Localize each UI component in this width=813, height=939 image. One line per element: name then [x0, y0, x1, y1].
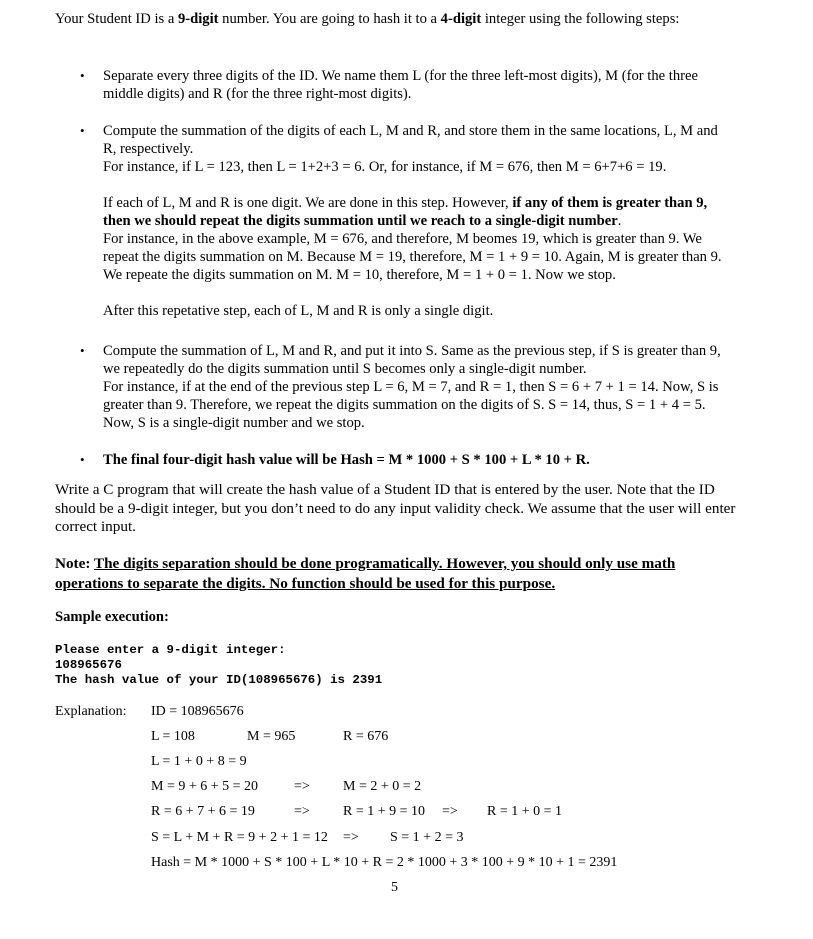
explanation-r: R = 676 — [343, 729, 389, 744]
arrow-icon: => — [442, 804, 458, 819]
bullet-s-summation — [80, 342, 740, 432]
explanation-s-sum-2: S = 1 + 2 = 3 — [390, 830, 464, 845]
intro-text: Your Student ID is a — [55, 11, 178, 27]
sample-execution-heading: Sample execution: — [55, 609, 169, 625]
bullet-digit-summation — [80, 122, 740, 320]
note-paragraph — [55, 554, 745, 594]
console-output: The hash value of your ID(108965676) is 2391 — [55, 673, 383, 687]
explanation-label: Explanation: — [55, 704, 127, 719]
explanation-r-sum-3: R = 1 + 0 = 1 — [487, 804, 563, 819]
bullet-example: For instance, in the above example, M = 676, and therefore, M beomes 19, which is greater than 9. We repeat the digits summation on M. Because M = 19, therefore, M = 1 + 9 = 10. Again, M is greater than 9. We repeate the digits summation on M. M = 10, therefore, M = 1 + 0 = 1. Now we stop. — [103, 231, 722, 283]
bullet-dot: • — [80, 68, 85, 83]
arrow-icon: => — [343, 830, 359, 845]
bullet-separate-digits — [80, 67, 740, 103]
explanation-m-sum-1: M = 9 + 6 + 5 = 20 — [151, 779, 259, 794]
console-prompt: Please enter a 9-digit integer: — [55, 643, 286, 657]
arrow-icon: => — [294, 779, 310, 794]
intro-text: integer using the following steps: — [481, 11, 680, 27]
note-label: Note: — [55, 555, 94, 572]
explanation-l-sum: L = 1 + 0 + 8 = 9 — [151, 754, 247, 769]
explanation-id: ID = 108965676 — [151, 704, 244, 719]
bullet-text: Separate every three digits of the ID. We name them L (for the three left-most digits), M (for the three middle digits) and R (for the three right-most digits). — [103, 68, 698, 102]
note-underlined-text: The digits separation should be done programatically. However, you should only use math operations to separate the digits. No function should be used for this purpose. — [55, 555, 676, 592]
explanation-m-sum-2: M = 2 + 0 = 2 — [343, 779, 422, 794]
intro-bold-9-digit: 9-digit — [177, 11, 219, 27]
bullet-dot: • — [80, 452, 85, 467]
explanation-r-sum-1: R = 6 + 7 + 6 = 19 — [151, 804, 255, 819]
bullet-repeat-rule: If each of L, M and R is one digit. We are done in this step. However, if any of them is greater than 9, then we should repeat the digits summation until we reach to a single-digit number. — [103, 195, 708, 229]
arrow-icon: => — [294, 804, 310, 819]
bold-repeat-rule: if any of them is greater than 9, then we should repeat the digits summation until we reach to a single-digit number — [103, 195, 708, 229]
console-input: 108965676 — [55, 658, 122, 672]
bullet-example: For instance, if L = 123, then L = 1+2+3 = 6. Or, for instance, if M = 676, then M = 6+7+6 = 19. — [103, 159, 667, 175]
explanation-s-sum-1: S = L + M + R = 9 + 2 + 1 = 12 — [151, 830, 328, 845]
explanation-hash: Hash = M * 1000 + S * 100 + L * 10 + R = 2 * 1000 + 3 * 100 + 9 * 10 + 1 = 2391 — [151, 855, 618, 870]
bullet-text: Compute the summation of L, M and R, and put it into S. Same as the previous step, if S is greater than 9, we repeatedly do the digits summation until S becomes only a single-digit number. — [103, 343, 721, 377]
explanation-r-sum-2: R = 1 + 9 = 10 — [343, 804, 426, 819]
bullet-final-hash — [80, 451, 740, 469]
explanation-l: L = 108 — [151, 729, 195, 744]
page-number: 5 — [391, 880, 398, 895]
bullet-dot: • — [80, 123, 85, 138]
explanation-m: M = 965 — [247, 729, 296, 744]
intro-paragraph — [55, 10, 745, 28]
final-hash-formula: The final four-digit hash value will be Hash = M * 1000 + S * 100 + L * 10 + R. — [103, 452, 590, 468]
intro-bold-4-digit: 4-digit — [440, 11, 482, 27]
bullet-text: After this repetative step, each of L, M and R is only a single digit. — [103, 303, 494, 319]
write-program-paragraph: Write a C program that will create the hash value of a Student ID that is entered by the user. Note that the ID should be a 9-digit integer, but you don’t need to do any input validity check. We assume that the user will enter correct input. — [55, 481, 736, 535]
bullet-example: For instance, if at the end of the previous step L = 6, M = 7, and R = 1, then S = 6 + 7 + 1 = 14. Now, S is greater than 9. Therefore, we repeat the digits summation on the digits of S. S = 14, thus, S = 1 + 4 = 5. Now, S is a single-digit number and we stop. — [103, 379, 719, 431]
bullet-text: Compute the summation of the digits of each L, M and R, and store them in the same locations, L, M and R, respectively. — [103, 123, 718, 157]
intro-text: number. You are going to hash it to a — [218, 11, 441, 27]
bullet-dot: • — [80, 343, 85, 358]
